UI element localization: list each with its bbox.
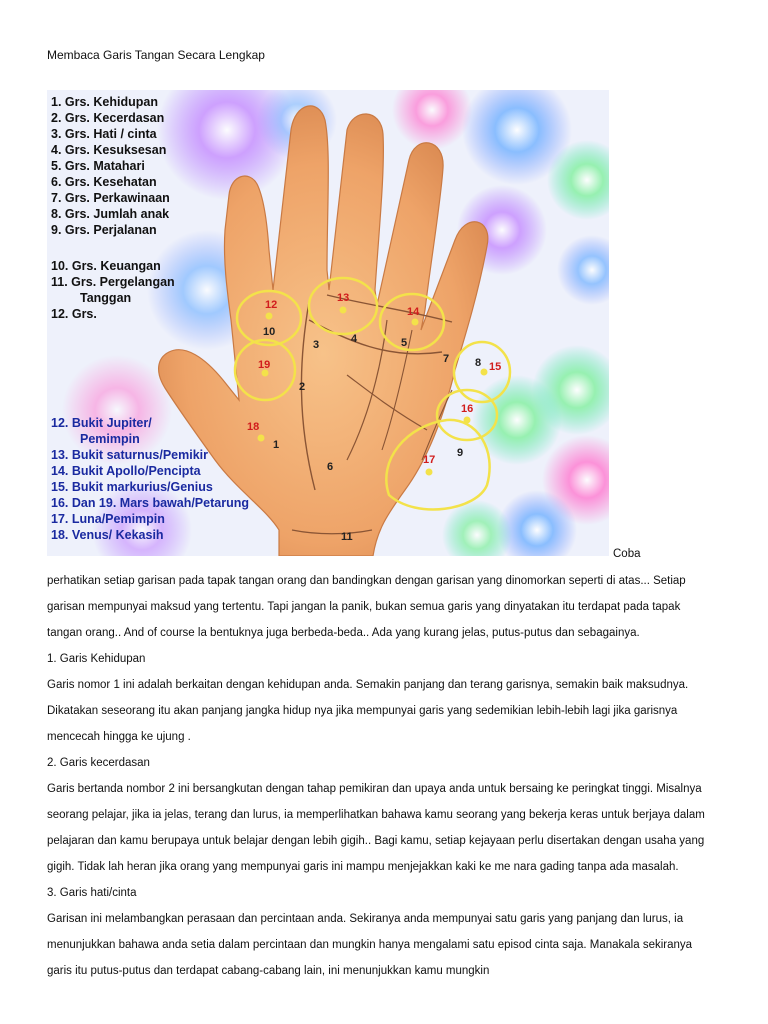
section-paragraph-2: Garis bertanda nombor 2 ini bersangkutan dengan tahap pemikiran dan upaya anda untuk bersaing ke peringkat tinggi. Misalnya seorang pelajar, jika ia jelas, terang dan lurus, ia memperlihatkan bahawa kamu seorang yang bekerja keras untuk berjaya dalam pelajaran dan kamu berupaya untuk belajar dengan lebih gigih.. Bagi kamu, setiap kejayaan perlu disertakan dengan usaha yang gigih. Tidak lah heran jika orang yang mempunyai garis ini mampu menjejakkan kaki ke me nara gading tanpa ada masalah. — [47, 783, 705, 873]
mount-legend-1b: Pemimpin — [80, 432, 140, 446]
hand-label-14: 14 — [407, 306, 420, 318]
hand-label-19: 19 — [258, 359, 271, 371]
hand-label-3: 3 — [313, 339, 320, 351]
hand-label-10: 10 — [263, 326, 276, 338]
hand-label-1: 1 — [273, 439, 280, 451]
hand-label-11: 11 — [341, 531, 353, 543]
hand-label-7: 7 — [443, 353, 450, 365]
caption-tail: Coba — [613, 548, 641, 560]
hand-label-16: 16 — [461, 403, 474, 415]
hand-label-5: 5 — [401, 337, 408, 349]
article-body — [47, 568, 717, 984]
hand-label-2: 2 — [299, 381, 306, 393]
legend-line-5: 5. Grs. Matahari — [51, 159, 145, 173]
mount-legend-6: 17. Luna/Pemimpin — [51, 512, 165, 526]
page-title: Membaca Garis Tangan Secara Lengkap — [47, 48, 265, 62]
legend-line-9: 9. Grs. Perjalanan — [51, 223, 157, 237]
legend-line-2: 2. Grs. Kecerdasan — [51, 111, 165, 125]
section-heading-2: 2. Garis kecerdasan — [47, 757, 150, 769]
section-heading-1: 1. Garis Kehidupan — [47, 653, 146, 665]
legend-line-10: 10. Grs. Keuangan — [51, 259, 161, 273]
legend-line-11: 11. Grs. Pergelangan — [51, 275, 175, 289]
mount-legend-4: 15. Bukit markurius/Genius — [51, 480, 213, 494]
mount-legend-2: 13. Bukit saturnus/Pemikir — [51, 448, 209, 462]
legend-line-1: 1. Grs. Kehidupan — [51, 95, 158, 109]
hand-label-9: 9 — [457, 447, 464, 459]
intro-paragraph: perhatikan setiap garisan pada tapak tangan orang dan bandingkan dengan garisan yang dinomorkan seperti di atas... Setiap garisan mempunyai maksud yang tertentu. Tapi jangan la panik, bukan semua garis yang dinyatakan itu terdapat pada tapak tangan orang.. And of course la bentuknya juga berbeda-beda.. Ada yang kurang jelas, putus-putus dan sebagainya. — [47, 575, 686, 639]
mount-legend-5: 16. Dan 19. Mars bawah/Petarung — [51, 496, 249, 510]
hand-label-8: 8 — [475, 357, 482, 369]
legend-line-3: 3. Grs. Hati / cinta — [51, 127, 157, 141]
legend-line-11b: Tanggan — [80, 291, 132, 305]
legend-line-6: 6. Grs. Kesehatan — [51, 175, 157, 189]
hand-label-13: 13 — [337, 292, 350, 304]
legend-line-7: 7. Grs. Perkawinaan — [51, 191, 170, 205]
palmistry-figure — [47, 90, 609, 556]
section-paragraph-1: Garis nomor 1 ini adalah berkaitan dengan kehidupan anda. Semakin panjang dan terang garisnya, semakin baik maksudnya. Dikatakan seseorang itu akan panjang jangka hidup nya jika mempunyai garis yang sedemikian lebih-lebih lagi jika garisnya mencecah hingga ke ujung . — [47, 679, 689, 743]
legend-line-8: 8. Grs. Jumlah anak — [51, 207, 170, 221]
mount-legend-7: 18. Venus/ Kekasih — [51, 528, 164, 542]
section-heading-3: 3. Garis hati/cinta — [47, 887, 137, 899]
hand-label-15: 15 — [489, 361, 502, 373]
hand-label-17: 17 — [423, 454, 436, 466]
section-paragraph-3: Garisan ini melambangkan perasaan dan percintaan anda. Sekiranya anda mempunyai satu garis yang panjang dan lurus, ia menunjukkan bahawa anda setia dalam percintaan dan mungkin hanya mengalami satu episod cinta saja. Manakala sekiranya garis itu putus-putus dan terdapat cabang-cabang lain, ini menunjukkan kamu mungkin — [47, 913, 693, 977]
legend-line-12: 12. Grs. — [51, 307, 97, 321]
legend-line-4: 4. Grs. Kesuksesan — [51, 143, 167, 157]
hand-label-18: 18 — [247, 421, 260, 433]
mount-legend-1: 12. Bukit Jupiter/ — [51, 416, 152, 430]
mount-legend-3: 14. Bukit Apollo/Pencipta — [51, 464, 201, 478]
hand-label-12: 12 — [265, 299, 278, 311]
hand-label-4: 4 — [351, 333, 358, 345]
hand-label-6: 6 — [327, 461, 334, 473]
